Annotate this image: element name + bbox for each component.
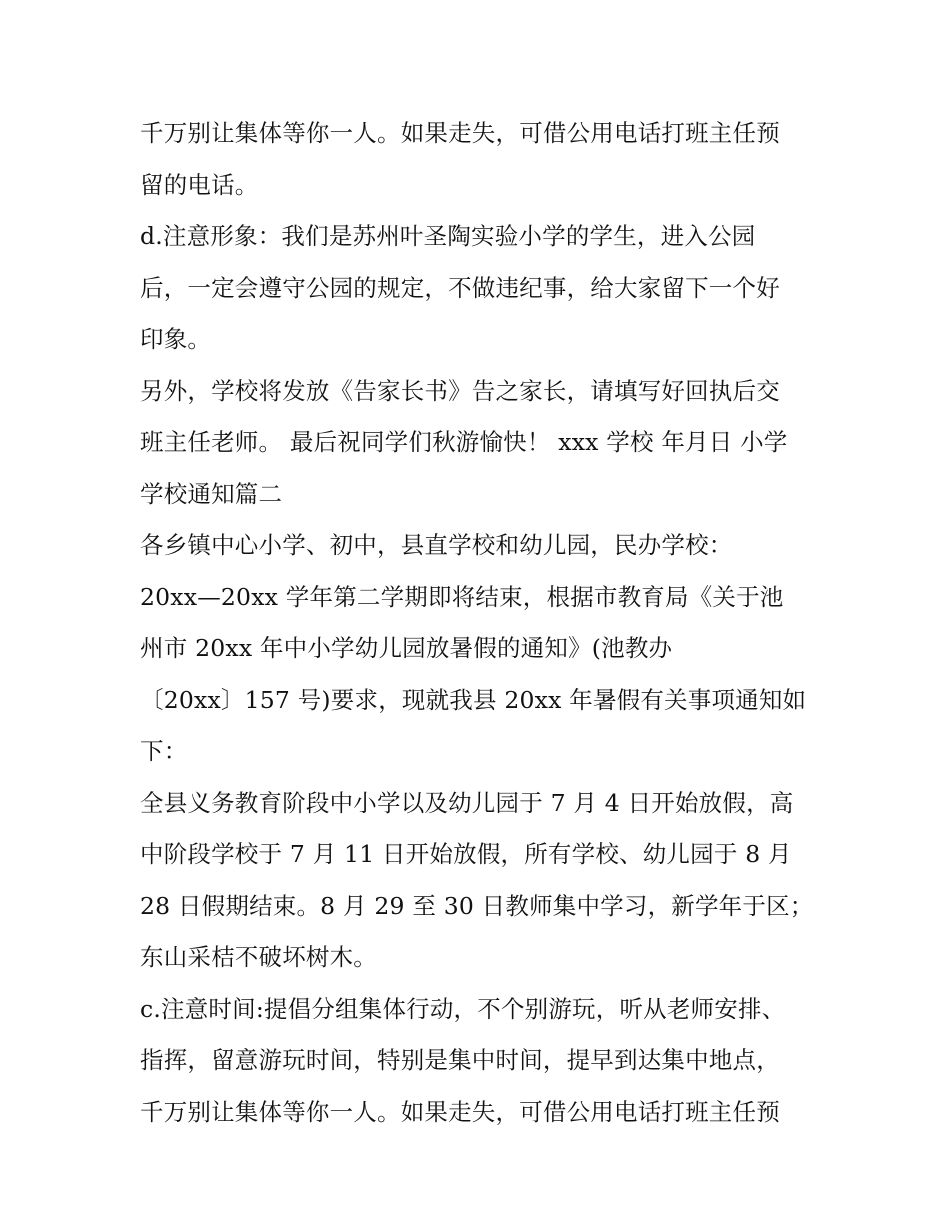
text-line-14: 全县义务教育阶段中小学以及幼儿园于 7 月 4 日开始放假，高 xyxy=(140,788,794,817)
text-line-12: 〔20xx〕157 号)要求，现就我县 20xx 年暑假有关事项通知如 xyxy=(140,685,807,714)
text-line-20: 千万别让集体等你一人。如果走失，可借公用电话打班主任预 xyxy=(140,1097,780,1126)
section-heading: 学校通知篇二 xyxy=(140,479,283,508)
text-line-2: 留的电话。 xyxy=(140,170,259,199)
text-line-16: 28 日假期结束。8 月 29 至 30 日教师集中学习，新学年于区； xyxy=(140,891,814,920)
text-line-9: 各乡镇中心小学、初中，县直学校和幼儿园，民办学校： xyxy=(140,531,733,559)
text-line-11: 州市 20xx 年中小学幼儿园放暑假的通知》(池教办 xyxy=(140,634,673,662)
text-line-3: d.注意形象：我们是苏州叶圣陶实验小学的学生，进入公园 xyxy=(140,222,756,250)
text-line-17: 东山采桔不破坏树木。 xyxy=(140,943,377,971)
text-line-19: 指挥，留意游玩时间，特别是集中时间，提早到达集中地点， xyxy=(140,1046,780,1074)
text-line-15: 中阶段学校于 7 月 11 日开始放假，所有学校、幼儿园于 8 月 xyxy=(140,840,792,868)
text-line-1: 千万别让集体等你一人。如果走失，可借公用电话打班主任预 xyxy=(140,119,780,147)
text-line-18: c.注意时间:提倡分组集体行动，不个别游玩，听从老师安排、 xyxy=(140,994,786,1023)
document-body xyxy=(140,108,820,1138)
text-line-4: 后，一定会遵守公园的规定，不做违纪事，给大家留下一个好 xyxy=(140,273,780,302)
text-line-10: 20xx—20xx 学年第二学期即将结束，根据市教育局《关于池 xyxy=(140,582,784,611)
text-line-7: 班主任老师。 最后祝同学们秋游愉快！ xxx 学校 年月日 小学 xyxy=(140,428,788,456)
text-line-6: 另外，学校将发放《告家长书》告之家长，请填写好回执后交 xyxy=(140,376,780,405)
text-line-13: 下： xyxy=(140,737,188,765)
text-line-5: 印象。 xyxy=(140,325,212,353)
